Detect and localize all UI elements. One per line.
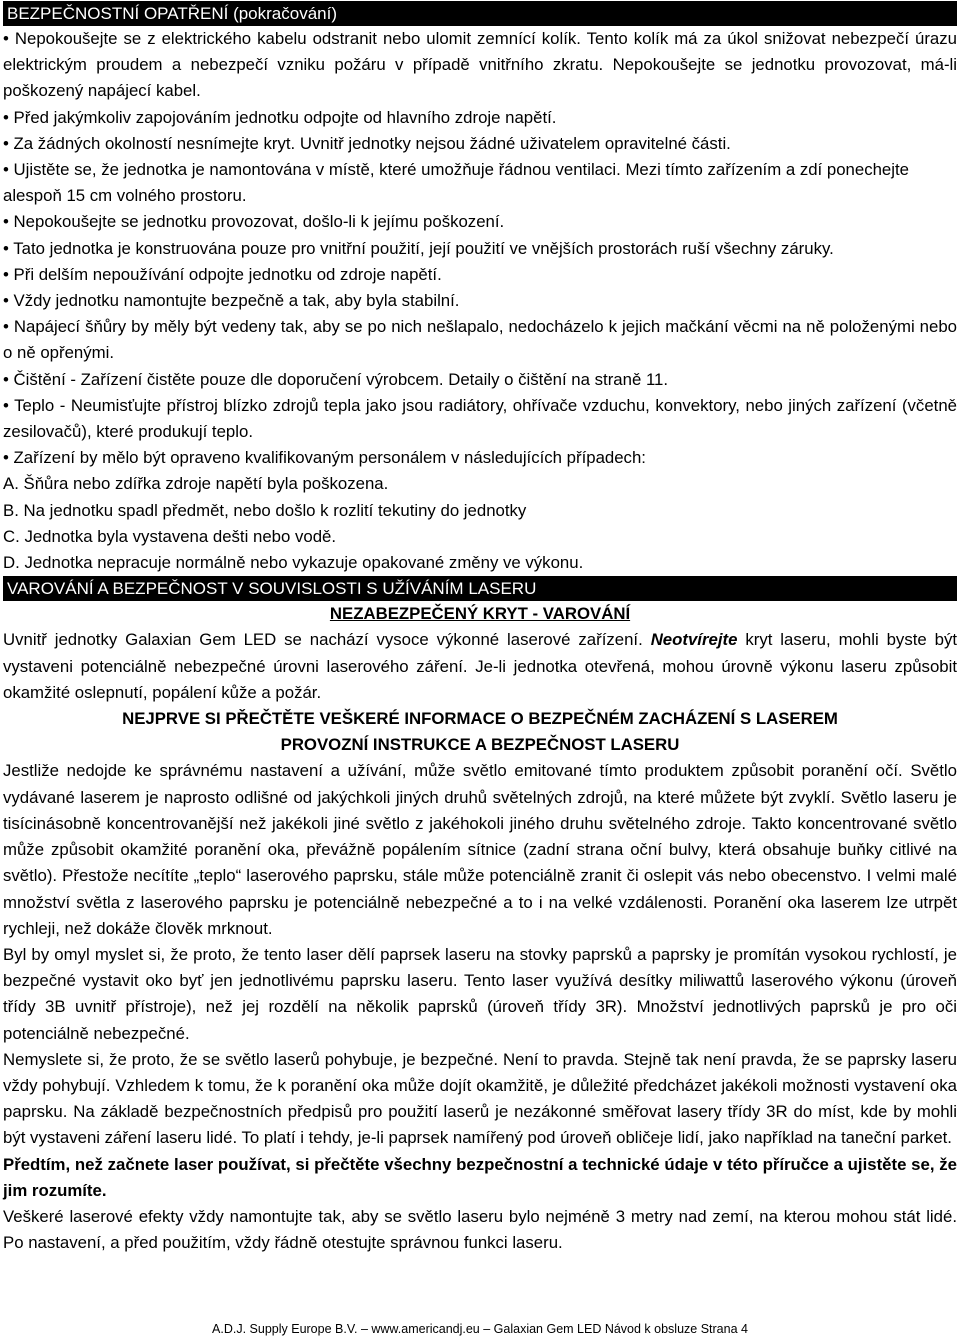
safety-subitem: B. Na jednotku spadl předmět, nebo došlo k rozlití tekutiny do jednotky <box>3 500 527 520</box>
warning-emphasis: Neotvírejte <box>650 630 738 650</box>
page-footer: A.D.J. Supply Europe B.V. – www.americandj.eu – Galaxian Gem LED Návod k obsluze Strana 4 <box>212 1322 748 1336</box>
laser-paragraph-bold: Předtím, než začnete laser používat, si přečtěte všechny bezpečnostní a technické údaje v této příručce a ujistěte se, že jim rozumíte. <box>3 1154 957 1200</box>
bold-heading: PROVOZNÍ INSTRUKCE A BEZPEČNOST LASERU <box>280 735 680 755</box>
safety-item: • Ujistěte se, že jednotka je namontována v místě, které umožňuje řádnou ventilaci. Mezi tímto zařízením a zdí ponechejte alespoň 15 cm volného prostoru. <box>3 160 909 206</box>
safety-item: • Čištění - Zařízení čistěte pouze dle doporučení výrobcem. Detaily o čištění na straně 11. <box>3 369 669 389</box>
laser-paragraph: Nemyslete si, že proto, že se světlo laserů pohybuje, je bezpečné. Není to pravda. Stejně tak není pravda, že se paprsky laseru vždy pohybují. Vzhledem k tomu, že k poranění oka může dojít okamžitě, je důležité předcházet jakékoli možnosti vystavení oka paprsku. Na základě bezpečnostních předpisů pro použití laserů je nezákonné směřovat lasery třídy 3R do míst, kde by mohli být vystaveni záření laseru lidé. To platí i tehdy, je-li paprsek namířený pod úroveň obličeje lidí, jako například na taneční parket. <box>3 1049 957 1148</box>
section-header-laser: VAROVÁNÍ A BEZPEČNOST V SOUVISLOSTI S UŽÍVÁNÍM LASERU <box>3 576 957 601</box>
bold-heading: NEJPRVE SI PŘEČTĚTE VEŠKERÉ INFORMACE O BEZPEČNÉM ZACHÁZENÍ S LASEREM <box>122 709 838 729</box>
warning-subheading: NEZABEZPEČENÝ KRYT - VAROVÁNÍ <box>329 604 631 624</box>
safety-item: • Nepokoušejte se z elektrického kabelu odstranit nebo ulomit zemnící kolík. Tento kolík má za úkol snižovat nebezpečí úrazu elektrickým proudem a nebezpečí vzniku požáru v případě vnitřního zkratu. Nepokoušejte se jednotku provozovat, má-li poškozený napájecí kabel. <box>3 29 957 101</box>
safety-item: • Nepokoušejte se jednotku provozovat, došlo-li k jejímu poškození. <box>3 212 505 232</box>
laser-paragraph: Byl by omyl myslet si, že proto, že tento laser dělí paprsek laseru na stovky paprsků a paprsky je promítán vysokou rychlostí, je bezpečné vystavit oko byť jen jednotlivému paprsku laseru. Tento laser využívá desítky miliwattů laserového výkonu (úroveň třídy 3B uvnitř přístroje), než jej rozdělí na několik paprsků (úroveň třídy 3R). Množství jednotlivých paprsků je pro oči potenciálně nebezpečné. <box>3 944 957 1043</box>
safety-subitem: C. Jednotka byla vystavena dešti nebo vodě. <box>3 526 337 546</box>
safety-subitem: A. Šňůra nebo zdířka zdroje napětí byla poškozena. <box>3 474 389 494</box>
safety-item: • Tato jednotka je konstruována pouze pro vnitřní použití, její použití ve vnějších prostorách ruší všechny záruky. <box>3 238 834 258</box>
safety-item: • Vždy jednotku namontujte bezpečně a tak, aby byla stabilní. <box>3 291 460 311</box>
warning-paragraph <box>3 627 957 706</box>
warning-text: kryt laseru, mohli byste být vystaveni potenciálně nebezpečné úrovni laserového záření. Je-li jednotka otevřená, mohou úrovně výkonu laseru způsobit okamžité oslepnutí, popálení kůže a požár. <box>3 630 958 702</box>
laser-paragraph: Jestliže nedojde ke správnému nastavení a užívání, může světlo emitované tímto produktem způsobit poranění očí. Světlo vydávané laserem je naprosto odlišné od jakýchkoli jiných druhů světelných zdrojů, na které můžete být zvyklí. Světlo laseru je tisícinásobně koncentrovanější než jakékoli jiné světlo z jakéhokoli jiného druhu světelného zdroje. Takto koncentrované světlo může způsobit okamžité poranění oka, převážně popálením sítnice (zadní strana oční bulvy, která obsahuje buňky citlivé na světlo). Přestože necítíte „teplo“ laserového paprsku, stále může potenciálně zranit či oslepit vás nebo obecenstvo. I velmi malé množství světla z laserového paprsku je potenciálně nebezpečné a to i na velké vzdálenosti. Poranění oka laserem lze utrpět rychleji, než dokáže člověk mrknout. <box>3 761 957 938</box>
safety-subitem: D. Jednotka nepracuje normálně nebo vykazuje opakované změny ve výkonu. <box>3 553 584 573</box>
safety-item: • Teplo - Neumisťujte přístroj blízko zdrojů tepla jako jsou radiátory, ohřívače vzduchu, konvektory, nebo jiných zařízení (včetně zesilovačů), které produkují teplo. <box>3 395 957 442</box>
safety-item: • Napájecí šňůry by měly být vedeny tak, aby se po nich nešlapalo, nedocházelo k jejich mačkání věcmi na ně položenými nebo o ně opřenými. <box>3 317 957 363</box>
safety-item: • Za žádných okolností nesnímejte kryt. Uvnitř jednotky nejsou žádné uživatelem opravitelné části. <box>3 133 731 153</box>
warning-text: Uvnitř jednotky Galaxian Gem LED se nachází vysoce výkonné laserové zařízení. <box>3 630 651 650</box>
section-header-safety: BEZPEČNOSTNÍ OPATŘENÍ (pokračování) <box>3 1 957 26</box>
safety-item: • Při delším nepoužívání odpojte jednotku od zdroje napětí. <box>3 264 442 284</box>
safety-item: • Zařízení by mělo být opraveno kvalifikovaným personálem v následujících případech: <box>3 448 646 468</box>
safety-item: • Před jakýmkoliv zapojováním jednotku odpojte od hlavního zdroje napětí. <box>3 107 557 127</box>
document-page <box>3 1 957 1256</box>
laser-paragraph: Veškeré laserové efekty vždy namontujte tak, aby se světlo laseru bylo nejméně 3 metry nad zemí, na kterou mohou stát lidé. Po nastavení, a před použitím, vždy řádně otestujte správnou funkci laseru. <box>3 1206 957 1253</box>
safety-list <box>3 26 957 576</box>
